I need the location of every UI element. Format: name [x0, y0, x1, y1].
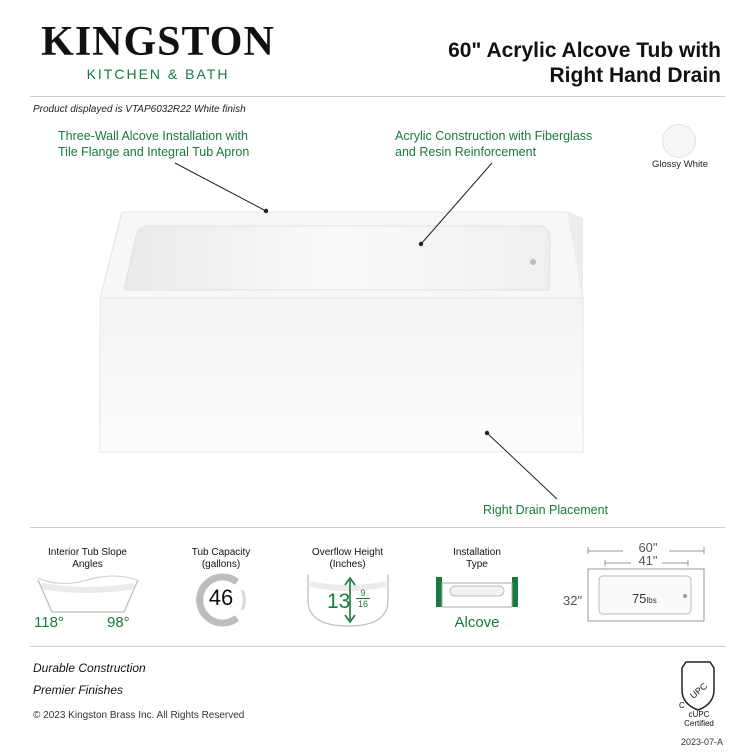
cert-label: [672, 710, 726, 728]
overflow-whole: 13: [327, 590, 351, 613]
tub-apron: [100, 298, 583, 452]
slope-right-angle: 98°: [107, 614, 130, 631]
slope-label-line2: Angles: [72, 559, 103, 570]
cupc-certification-icon: [676, 660, 720, 712]
callout-dot: [419, 242, 423, 246]
callout-acrylic-line1: Acrylic Construction with Fiberglass: [395, 129, 593, 143]
cert-label-line2: Certified: [684, 719, 714, 728]
tub-basin: [124, 226, 550, 290]
product-note: Product displayed is VTAP6032R22 White finish: [33, 104, 246, 115]
slope-left-angle: 118°: [34, 614, 64, 631]
features-divider: [30, 527, 725, 528]
dim-length: 60": [638, 540, 658, 555]
slope-icon: [30, 574, 145, 619]
callout-three-wall-line1: Three-Wall Alcove Installation with: [58, 129, 248, 143]
product-title-line2: Right Hand Drain: [549, 64, 721, 87]
overflow-fraction-num: 9: [360, 588, 366, 598]
dim-drain-icon: [683, 594, 687, 598]
overflow-label-line1: Overflow Height: [311, 547, 384, 558]
copyright: © 2023 Kingston Brass Inc. All Rights Reserved: [33, 710, 245, 721]
alcove-install-icon: [432, 573, 522, 613]
overflow-drain-icon: [530, 259, 536, 265]
installation-value: Alcove: [454, 614, 500, 631]
overflow-fraction-den: 16: [357, 599, 368, 609]
installation-label-line2: Type: [466, 559, 488, 570]
doc-code: 2023-07-A: [680, 737, 723, 747]
callout-drain: Right Drain Placement: [483, 503, 609, 517]
capacity-label-line1: Tub Capacity: [191, 547, 251, 558]
dim-width: 32": [563, 593, 583, 608]
finish-label: Glossy White: [652, 159, 708, 170]
overflow-fraction: [356, 588, 370, 609]
footer-finishes: Premier Finishes: [33, 683, 124, 697]
cert-c-text: C: [679, 701, 685, 710]
slope-label: [30, 547, 145, 571]
dim-weight: [632, 591, 657, 606]
footer-durable: Durable Construction: [33, 661, 146, 675]
overflow-label: [300, 547, 395, 571]
callout-acrylic-line2: and Resin Reinforcement: [395, 145, 537, 159]
callout-three-wall-line2: Tile Flange and Integral Tub Apron: [58, 145, 250, 159]
brand-name: KINGSTON: [41, 19, 275, 65]
brand-tagline: KITCHEN & BATH: [86, 66, 230, 82]
cert-label-line1: cUPC: [688, 710, 710, 719]
installation-label-line1: Installation: [453, 547, 501, 558]
slope-label-line1: Interior Tub Slope: [48, 547, 127, 558]
dim-weight-unit: lbs: [646, 596, 657, 605]
footer-divider: [30, 646, 725, 647]
cert-mark-text: UPC: [688, 680, 710, 701]
overflow-label-line2: (Inches): [329, 559, 366, 570]
callout-dot: [264, 209, 268, 213]
installation-label: [432, 547, 522, 571]
product-title-line1: 60" Acrylic Alcove Tub with: [448, 39, 721, 62]
capacity-value: 46: [208, 585, 234, 610]
capacity-label-line2: (gallons): [201, 559, 241, 570]
callout-dot: [485, 431, 489, 435]
dim-weight-value: 75: [632, 591, 647, 606]
dimension-diagram: [585, 546, 707, 623]
dim-inner-length: 41": [638, 553, 658, 568]
capacity-label: [176, 547, 266, 571]
